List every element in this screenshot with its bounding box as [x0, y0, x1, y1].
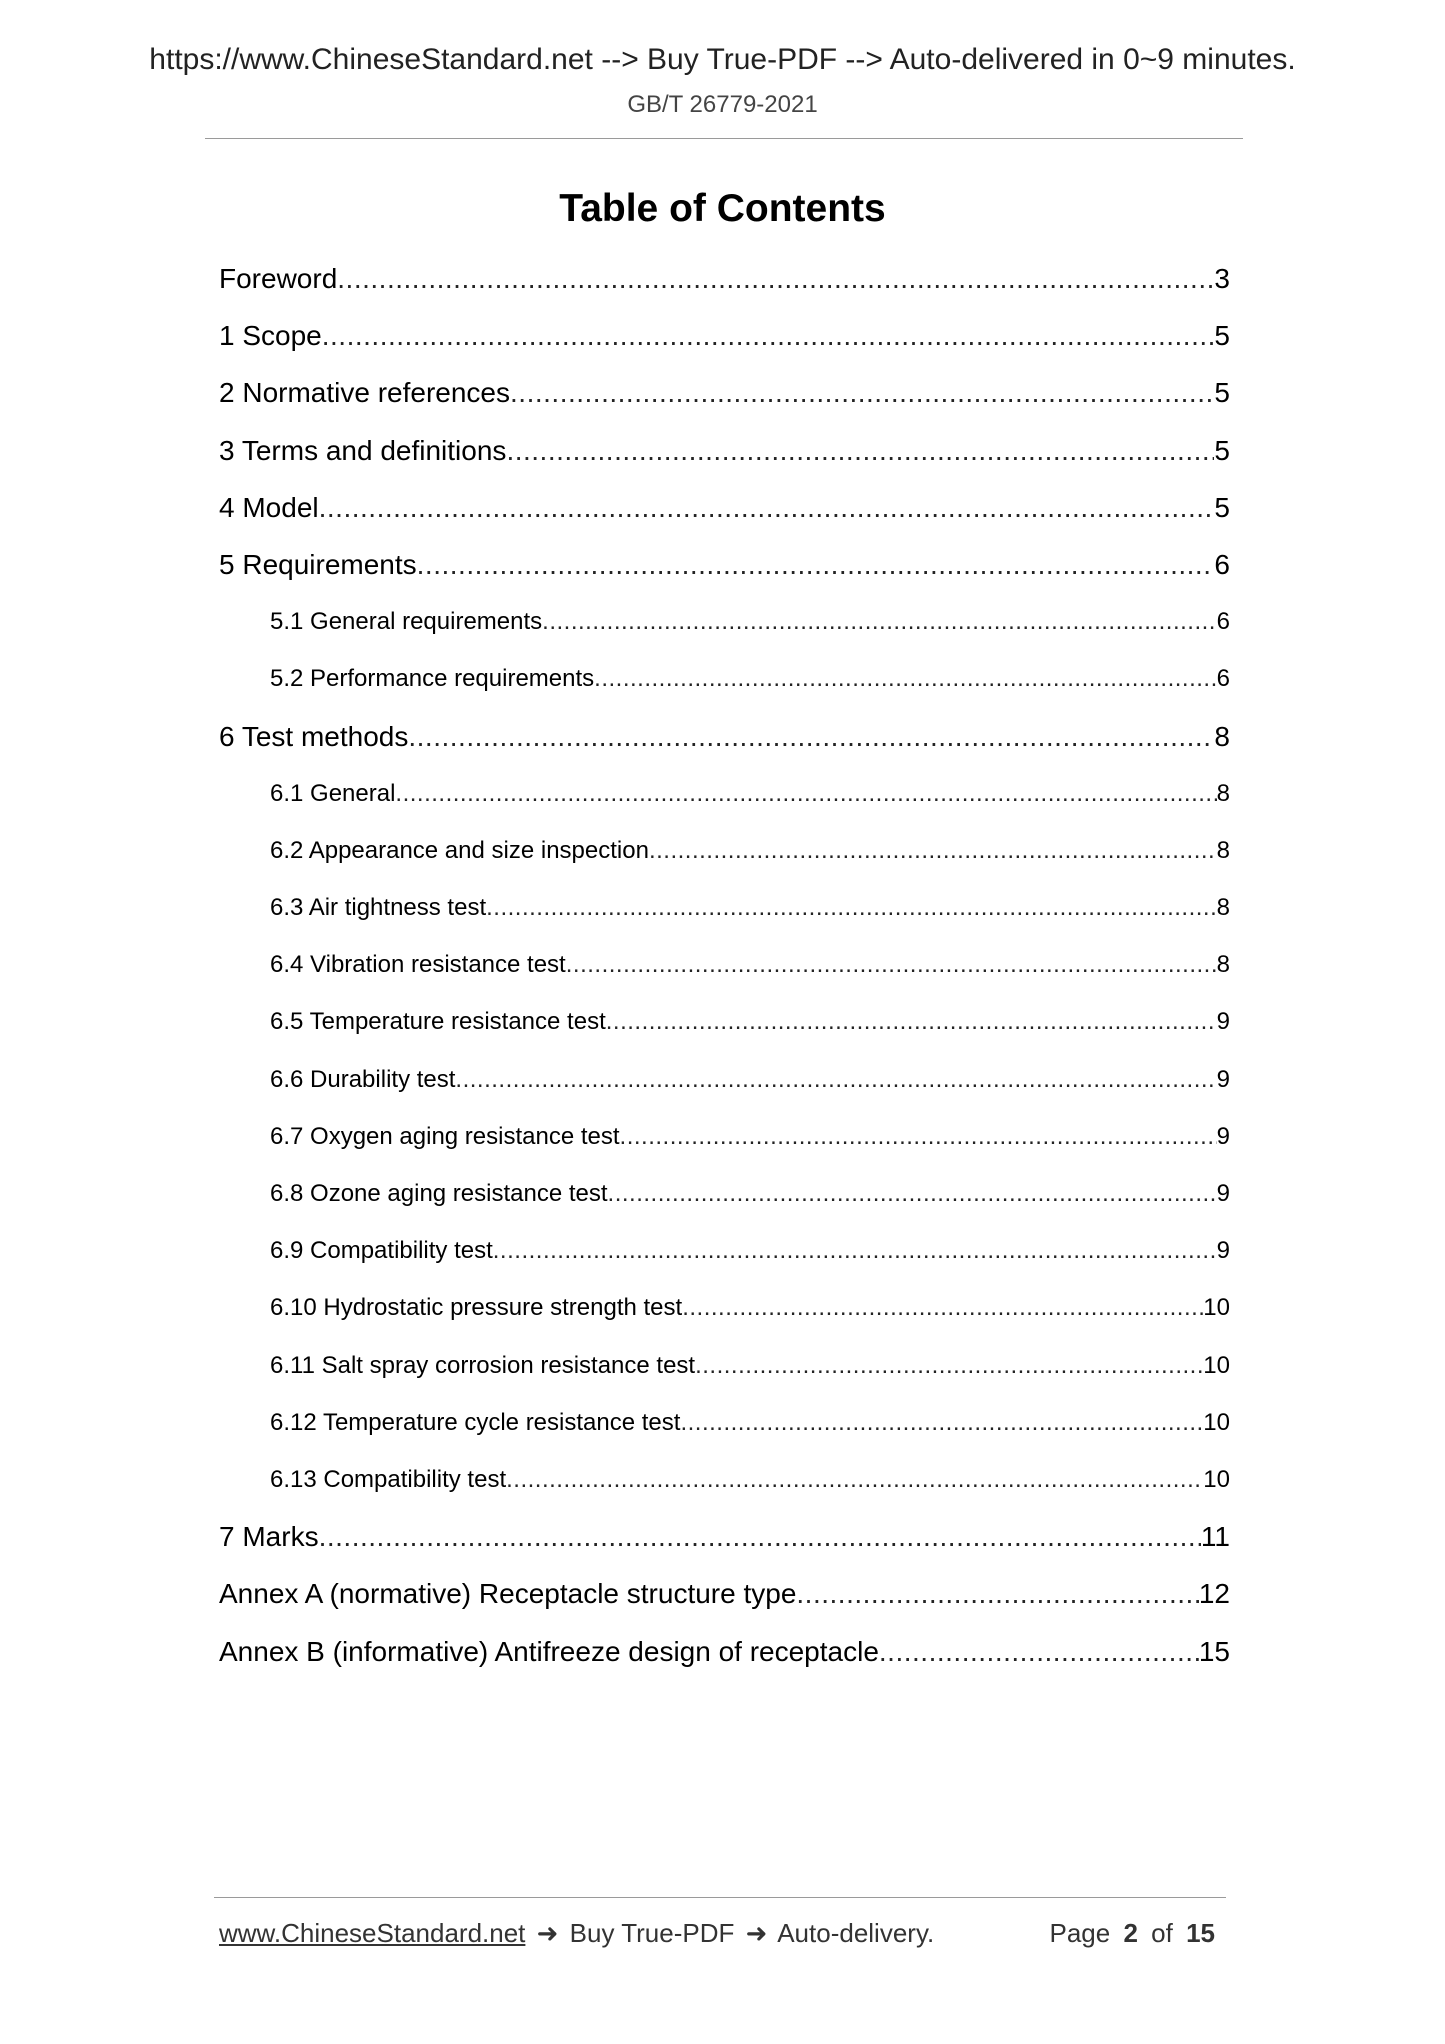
toc-entry-label: Annex B (informative) Antifreeze design of receptacle [219, 1623, 879, 1680]
toc-entry-page: 8 [1216, 779, 1230, 807]
toc-entry-page: 9 [1216, 1065, 1230, 1093]
toc-entry-label: 5 Requirements [219, 536, 417, 593]
delivery-text: Auto-delivery. [777, 1918, 935, 1948]
right-arrow-icon: ➜ [745, 1918, 768, 1948]
toc-entry-page: 5 [1214, 377, 1230, 409]
toc-entry-page: 3 [1214, 263, 1230, 294]
toc-dot-leader [417, 536, 1215, 593]
toc-entry[interactable] [219, 1451, 1230, 1508]
toc-entry-label: Foreword [219, 250, 337, 307]
toc-entry[interactable] [219, 422, 1230, 479]
toc-entry-page: 5 [1214, 491, 1230, 523]
toc-entry-page: 12 [1198, 1578, 1230, 1610]
toc-entry[interactable] [219, 1108, 1230, 1165]
toc-dot-leader [680, 1394, 1203, 1451]
toc-entry-label: 4 Model [219, 479, 319, 536]
toc-entry[interactable] [219, 1279, 1230, 1336]
toc-dot-leader [319, 479, 1215, 536]
toc-entry-page: 10 [1203, 1294, 1230, 1322]
page-indicator [1049, 1913, 1221, 1953]
toc-dot-leader [319, 1508, 1201, 1565]
toc-entry-page: 9 [1216, 1008, 1230, 1036]
toc-entry[interactable] [219, 993, 1230, 1050]
toc-entry-label: 6.3 Air tightness test [270, 879, 486, 936]
toc-dot-leader [608, 1165, 1217, 1222]
toc-entry-page: 10 [1203, 1351, 1230, 1379]
toc-entry-label: 1 Scope [219, 307, 322, 364]
toc-entry-label: 5.1 General requirements [270, 593, 542, 650]
toc-entry[interactable] [219, 479, 1230, 536]
toc-entry[interactable] [219, 1051, 1230, 1108]
toc-entry-page: 6 [1216, 608, 1230, 636]
toc-entry[interactable] [219, 593, 1230, 650]
toc-entry-label: 6.6 Durability test [270, 1051, 455, 1108]
toc-entry[interactable] [219, 1394, 1230, 1451]
toc-entry[interactable] [219, 765, 1230, 822]
toc-entry[interactable] [219, 936, 1230, 993]
toc-entry-label: 6.10 Hydrostatic pressure strength test [270, 1279, 682, 1336]
site-link[interactable]: www.ChineseStandard.net [219, 1918, 526, 1948]
toc-entry-page: 9 [1216, 1237, 1230, 1265]
toc-entry-label: 6.8 Ozone aging resistance test [270, 1165, 608, 1222]
toc-entry-page: 8 [1216, 951, 1230, 979]
toc-entry-label: 6.4 Vibration resistance test [270, 936, 566, 993]
toc-entry-label: 6.9 Compatibility test [270, 1222, 493, 1279]
toc-entry-label: 6.12 Temperature cycle resistance test [270, 1394, 680, 1451]
header-divider [205, 138, 1243, 139]
toc-entry-page: 10 [1203, 1408, 1230, 1436]
footer-divider [214, 1897, 1226, 1898]
toc-entry-page: 9 [1216, 1180, 1230, 1207]
toc-entry-label: 7 Marks [219, 1508, 319, 1565]
toc-entry-page: 6 [1214, 548, 1230, 580]
right-arrow-icon: ➜ [536, 1918, 559, 1948]
toc-title: Table of Contents [559, 187, 886, 230]
document-code: GB/T 26779-2021 [627, 91, 818, 118]
toc-entry-page: 8 [1216, 894, 1230, 922]
toc-entry-label: 6.5 Temperature resistance test [270, 993, 606, 1050]
toc-entry-label: 6.13 Compatibility test [270, 1451, 506, 1508]
toc-entry-label: 6.2 Appearance and size inspection [270, 822, 649, 879]
toc-entry-label: 2 Normative references [219, 364, 510, 421]
toc-entry[interactable] [219, 1508, 1230, 1565]
toc-entry[interactable] [219, 1337, 1230, 1394]
toc-dot-leader [510, 364, 1214, 421]
toc-dot-leader [566, 936, 1217, 993]
toc-entry-page: 11 [1200, 1521, 1230, 1553]
page-of: of [1151, 1918, 1173, 1948]
toc-entry-page: 9 [1216, 1122, 1230, 1150]
toc-dot-leader [879, 1623, 1199, 1680]
toc-dot-leader [322, 307, 1215, 364]
toc-dot-leader [606, 993, 1217, 1050]
toc-dot-leader [395, 765, 1216, 822]
toc-dot-leader [506, 1451, 1203, 1508]
toc-dot-leader [486, 879, 1217, 936]
toc-dot-leader [796, 1565, 1198, 1622]
table-of-contents [219, 250, 1230, 1680]
toc-dot-leader [455, 1051, 1216, 1108]
toc-entry-label: 3 Terms and definitions [219, 422, 506, 479]
toc-entry[interactable] [219, 708, 1230, 765]
toc-dot-leader [493, 1222, 1217, 1279]
toc-entry[interactable] [219, 536, 1230, 593]
toc-dot-leader [682, 1279, 1203, 1336]
toc-dot-leader [594, 650, 1216, 707]
toc-dot-leader [408, 708, 1214, 765]
toc-entry-page: 8 [1216, 836, 1230, 864]
toc-entry-page: 15 [1198, 1635, 1230, 1667]
toc-entry-label: Annex A (normative) Receptacle structure type [219, 1565, 796, 1622]
toc-entry-page: 10 [1203, 1465, 1230, 1493]
toc-dot-leader [506, 422, 1214, 479]
toc-entry[interactable] [219, 1623, 1230, 1680]
toc-entry[interactable] [219, 364, 1230, 421]
toc-dot-leader [695, 1337, 1203, 1394]
toc-entry[interactable] [219, 1222, 1230, 1279]
toc-dot-leader [620, 1108, 1217, 1165]
page-current: 2 [1123, 1918, 1138, 1948]
toc-entry[interactable] [219, 307, 1230, 364]
toc-dot-leader [649, 822, 1217, 879]
toc-entry-label: 6.11 Salt spray corrosion resistance test [270, 1337, 695, 1394]
toc-entry[interactable] [219, 879, 1230, 936]
toc-entry-label: 6.1 General [270, 765, 395, 822]
toc-entry[interactable] [219, 250, 1230, 307]
toc-entry-label: 5.2 Performance requirements [270, 650, 594, 707]
toc-entry[interactable] [219, 1165, 1230, 1222]
toc-entry[interactable] [219, 650, 1230, 707]
page-footer [219, 1913, 1227, 1953]
toc-entry-label: 6 Test methods [219, 708, 408, 765]
toc-entry-page: 6 [1216, 665, 1230, 693]
toc-entry-label: 6.7 Oxygen aging resistance test [270, 1108, 620, 1165]
toc-entry[interactable] [219, 822, 1230, 879]
toc-dot-leader [542, 593, 1216, 650]
toc-entry-page: 5 [1214, 434, 1230, 466]
toc-dot-leader [337, 250, 1214, 307]
toc-entry-page: 5 [1214, 320, 1230, 352]
source-banner: https://www.ChineseStandard.net --> Buy True-PDF --> Auto-delivered in 0~9 minutes. [149, 43, 1296, 76]
buy-text: Buy True-PDF [569, 1918, 735, 1948]
page-total: 15 [1186, 1918, 1215, 1948]
toc-entry[interactable] [219, 1565, 1230, 1622]
page-label: Page [1049, 1918, 1111, 1948]
toc-entry-page: 8 [1214, 720, 1230, 752]
